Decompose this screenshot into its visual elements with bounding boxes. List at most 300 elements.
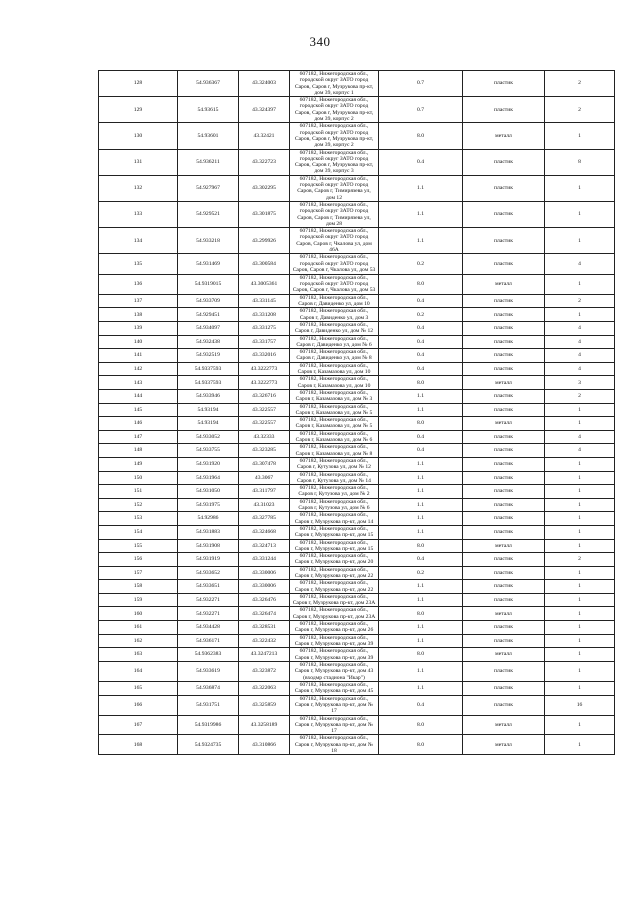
latitude-cell: 54.933218: [178, 228, 239, 254]
container-count-cell: 1: [545, 715, 615, 735]
longitude-cell: 43.331244: [239, 553, 290, 567]
address-cell: 607182, Нижегородская обл., Саров г, Музрукова пр-кт, дом 23А: [290, 607, 379, 621]
longitude-cell: 43.32333: [239, 430, 290, 444]
longitude-cell: 43.301875: [239, 201, 290, 227]
area-cell: 1.1: [379, 389, 463, 403]
material-cell: пластик: [463, 682, 545, 696]
latitude-cell: 54.931919: [178, 553, 239, 567]
container-count-cell: 1: [545, 512, 615, 526]
container-count-cell: 1: [545, 539, 615, 553]
address-cell: 607182, Нижегородская обл., Саров г, Музрукова пр-кт, дом № 18: [290, 735, 379, 755]
area-cell: 0.2: [379, 254, 463, 274]
address-cell: 607182, Нижегородская обл., городской округ ЗАТО город Саров, Саров г, Музрукова пр-кт, дом 39, корпус 2: [290, 123, 379, 149]
address-cell: 607182, Нижегородская обл., городской округ ЗАТО город Саров, Саров г, Музрукова пр-кт, дом 39, корпус 3: [290, 149, 379, 175]
address-cell: 607182, Нижегородская обл., Саров г, Кутузова ул, дом № 14: [290, 471, 379, 485]
material-cell: металл: [463, 539, 545, 553]
latitude-cell: 54.936367: [178, 71, 239, 97]
container-count-cell: 8: [545, 149, 615, 175]
latitude-cell: 54.933709: [178, 294, 239, 308]
container-count-cell: 1: [545, 123, 615, 149]
address-cell: 607182, Нижегородская обл., Саров г, Казамазова ул, дом № 5: [290, 417, 379, 431]
table-row: [99, 149, 615, 175]
table-row: [99, 471, 615, 485]
container-count-cell: 1: [545, 175, 615, 201]
row-number-cell: 147: [99, 430, 178, 444]
latitude-cell: 54.93601: [178, 123, 239, 149]
latitude-cell: 54.932271: [178, 607, 239, 621]
row-number-cell: 164: [99, 661, 178, 681]
latitude-cell: 54.933946: [178, 389, 239, 403]
area-cell: 0.4: [379, 430, 463, 444]
table-row: [99, 539, 615, 553]
area-cell: 0.7: [379, 71, 463, 97]
area-cell: 0.4: [379, 362, 463, 376]
material-cell: пластик: [463, 485, 545, 499]
area-cell: 1.1: [379, 682, 463, 696]
table-row: [99, 648, 615, 662]
latitude-cell: 54.927967: [178, 175, 239, 201]
material-cell: пластик: [463, 175, 545, 201]
container-count-cell: 1: [545, 498, 615, 512]
table-row: [99, 457, 615, 471]
container-count-cell: 1: [545, 471, 615, 485]
row-number-cell: 166: [99, 695, 178, 715]
table-row: [99, 349, 615, 363]
row-number-cell: 148: [99, 444, 178, 458]
table-row: [99, 593, 615, 607]
latitude-cell: 54.92986: [178, 512, 239, 526]
table-row: [99, 715, 615, 735]
material-cell: пластик: [463, 403, 545, 417]
table-row: [99, 512, 615, 526]
material-cell: пластик: [463, 71, 545, 97]
container-count-cell: 1: [545, 417, 615, 431]
row-number-cell: 135: [99, 254, 178, 274]
latitude-cell: 54.9319015: [178, 274, 239, 294]
material-cell: пластик: [463, 430, 545, 444]
area-cell: 1.1: [379, 457, 463, 471]
area-cell: 1.1: [379, 580, 463, 594]
area-cell: 0.4: [379, 553, 463, 567]
latitude-cell: 54.933651: [178, 580, 239, 594]
row-number-cell: 151: [99, 485, 178, 499]
latitude-cell: 54.9337593: [178, 362, 239, 376]
material-cell: пластик: [463, 695, 545, 715]
address-cell: 607182, Нижегородская обл., Саров г, Давиденко ул, дом 10: [290, 294, 379, 308]
container-count-cell: 1: [545, 634, 615, 648]
latitude-cell: 54.9362383: [178, 648, 239, 662]
material-cell: пластик: [463, 512, 545, 526]
row-number-cell: 142: [99, 362, 178, 376]
longitude-cell: 43.3222773: [239, 362, 290, 376]
table-row: [99, 322, 615, 336]
table-row: [99, 389, 615, 403]
longitude-cell: 43.311797: [239, 485, 290, 499]
container-count-cell: 1: [545, 308, 615, 322]
address-cell: 607182, Нижегородская обл., Саров г, Музрукова пр-кт, дом 22: [290, 566, 379, 580]
container-count-cell: 1: [545, 201, 615, 227]
area-cell: 0.4: [379, 444, 463, 458]
table-row: [99, 607, 615, 621]
material-cell: пластик: [463, 566, 545, 580]
row-number-cell: 163: [99, 648, 178, 662]
container-count-cell: 1: [545, 274, 615, 294]
table-row: [99, 123, 615, 149]
table-row: [99, 661, 615, 681]
table-row: [99, 274, 615, 294]
area-cell: 0.7: [379, 97, 463, 123]
address-cell: 607182, Нижегородская обл., Саров г, Музрукова пр-кт, дом № 17: [290, 715, 379, 735]
longitude-cell: 43.331208: [239, 308, 290, 322]
longitude-cell: 43.330006: [239, 580, 290, 594]
row-number-cell: 156: [99, 553, 178, 567]
address-cell: 607182, Нижегородская обл., городской округ ЗАТО город Саров, Саров г, Чкалова ул, дом 46А: [290, 228, 379, 254]
address-cell: 607182, Нижегородская обл., Саров г, Давиденко ул, дом № 8: [290, 349, 379, 363]
row-number-cell: 162: [99, 634, 178, 648]
table-row: [99, 403, 615, 417]
container-count-cell: 2: [545, 71, 615, 97]
row-number-cell: 137: [99, 294, 178, 308]
latitude-cell: 54.93194: [178, 417, 239, 431]
address-cell: 607182, Нижегородская обл., Саров г, Музрукова пр-кт, дом 15: [290, 525, 379, 539]
longitude-cell: 43.3067: [239, 471, 290, 485]
longitude-cell: 43.327785: [239, 512, 290, 526]
row-number-cell: 132: [99, 175, 178, 201]
material-cell: пластик: [463, 97, 545, 123]
row-number-cell: 139: [99, 322, 178, 336]
material-cell: металл: [463, 607, 545, 621]
row-number-cell: 158: [99, 580, 178, 594]
latitude-cell: 54.933755: [178, 444, 239, 458]
container-count-cell: 1: [545, 735, 615, 755]
container-count-cell: 16: [545, 695, 615, 715]
material-cell: пластик: [463, 661, 545, 681]
longitude-cell: 43.323285: [239, 444, 290, 458]
area-cell: 0.2: [379, 308, 463, 322]
area-cell: 8.0: [379, 648, 463, 662]
table-row: [99, 71, 615, 97]
container-count-cell: 1: [545, 648, 615, 662]
material-cell: пластик: [463, 254, 545, 274]
container-count-cell: 1: [545, 580, 615, 594]
row-number-cell: 161: [99, 621, 178, 635]
area-cell: 0.4: [379, 349, 463, 363]
row-number-cell: 167: [99, 715, 178, 735]
row-number-cell: 130: [99, 123, 178, 149]
table-row: [99, 525, 615, 539]
area-cell: 1.1: [379, 485, 463, 499]
address-cell: 607182, Нижегородская обл., Саров г, Музрукова пр-кт, дом 23А: [290, 593, 379, 607]
table-row: [99, 308, 615, 322]
table-row: [99, 254, 615, 274]
longitude-cell: 43.3258189: [239, 715, 290, 735]
longitude-cell: 43.324668: [239, 525, 290, 539]
longitude-cell: 43.331145: [239, 294, 290, 308]
row-number-cell: 145: [99, 403, 178, 417]
material-cell: пластик: [463, 621, 545, 635]
table-row: [99, 294, 615, 308]
latitude-cell: 54.933619: [178, 661, 239, 681]
longitude-cell: 43.3005361: [239, 274, 290, 294]
address-cell: 607182, Нижегородская обл., Саров г, Кутузова ул, дом № 6: [290, 498, 379, 512]
longitude-cell: 43.302295: [239, 175, 290, 201]
material-cell: пластик: [463, 308, 545, 322]
area-cell: 1.1: [379, 498, 463, 512]
longitude-cell: 43.3222773: [239, 376, 290, 390]
latitude-cell: 54.931469: [178, 254, 239, 274]
row-number-cell: 154: [99, 525, 178, 539]
address-cell: 607182, Нижегородская обл., Саров г, Музрукова пр-кт, дом № 17: [290, 695, 379, 715]
material-cell: пластик: [463, 294, 545, 308]
row-number-cell: 168: [99, 735, 178, 755]
material-cell: пластик: [463, 322, 545, 336]
row-number-cell: 133: [99, 201, 178, 227]
row-number-cell: 143: [99, 376, 178, 390]
row-number-cell: 136: [99, 274, 178, 294]
material-cell: металл: [463, 417, 545, 431]
area-cell: 1.1: [379, 512, 463, 526]
area-cell: 1.1: [379, 525, 463, 539]
table-row: [99, 498, 615, 512]
material-cell: пластик: [463, 471, 545, 485]
longitude-cell: 43.324397: [239, 97, 290, 123]
longitude-cell: 43.328531: [239, 621, 290, 635]
address-cell: 607182, Нижегородская обл., Саров г, Музрукова пр-кт, дом 39: [290, 634, 379, 648]
address-cell: 607182, Нижегородская обл., Саров г, Казамазова ул, дом № 3: [290, 389, 379, 403]
container-count-cell: 1: [545, 682, 615, 696]
row-number-cell: 153: [99, 512, 178, 526]
area-cell: 1.1: [379, 593, 463, 607]
latitude-cell: 54.932438: [178, 335, 239, 349]
latitude-cell: 54.9324735: [178, 735, 239, 755]
area-cell: 1.1: [379, 228, 463, 254]
area-cell: 1.1: [379, 201, 463, 227]
address-cell: 607182, Нижегородская обл., Саров г, Казамазова ул, дом 10: [290, 362, 379, 376]
material-cell: металл: [463, 735, 545, 755]
latitude-cell: 54.933652: [178, 566, 239, 580]
material-cell: пластик: [463, 553, 545, 567]
area-cell: 8.0: [379, 539, 463, 553]
area-cell: 1.1: [379, 471, 463, 485]
area-cell: 8.0: [379, 417, 463, 431]
address-cell: 607182, Нижегородская обл., Саров г, Музрукова пр-кт, дом 39: [290, 648, 379, 662]
container-count-cell: 1: [545, 566, 615, 580]
area-cell: 0.2: [379, 566, 463, 580]
longitude-cell: 43.310866: [239, 735, 290, 755]
area-cell: 1.1: [379, 661, 463, 681]
material-cell: металл: [463, 648, 545, 662]
longitude-cell: 43.300584: [239, 254, 290, 274]
container-count-cell: 2: [545, 294, 615, 308]
longitude-cell: 43.324003: [239, 71, 290, 97]
material-cell: пластик: [463, 228, 545, 254]
longitude-cell: 43.326474: [239, 607, 290, 621]
area-cell: 8.0: [379, 274, 463, 294]
material-cell: пластик: [463, 201, 545, 227]
longitude-cell: 43.332016: [239, 349, 290, 363]
container-count-cell: 4: [545, 349, 615, 363]
address-cell: 607182, Нижегородская обл., Саров г, Музрукова пр-кт, дом 14: [290, 512, 379, 526]
row-number-cell: 141: [99, 349, 178, 363]
latitude-cell: 54.936171: [178, 634, 239, 648]
table-row: [99, 580, 615, 594]
area-cell: 8.0: [379, 607, 463, 621]
table-row: [99, 735, 615, 755]
longitude-cell: 43.324713: [239, 539, 290, 553]
container-count-cell: 2: [545, 389, 615, 403]
container-count-cell: 3: [545, 376, 615, 390]
address-cell: 607182, Нижегородская обл., Саров г, Давиденко ул, дом 3: [290, 308, 379, 322]
longitude-cell: 43.326716: [239, 389, 290, 403]
container-count-cell: 4: [545, 254, 615, 274]
material-cell: металл: [463, 274, 545, 294]
row-number-cell: 149: [99, 457, 178, 471]
material-cell: металл: [463, 123, 545, 149]
longitude-cell: 43.326476: [239, 593, 290, 607]
latitude-cell: 54.9319986: [178, 715, 239, 735]
material-cell: пластик: [463, 498, 545, 512]
area-cell: 0.4: [379, 322, 463, 336]
latitude-cell: 54.933052: [178, 430, 239, 444]
longitude-cell: 43.322723: [239, 149, 290, 175]
area-cell: 8.0: [379, 376, 463, 390]
material-cell: пластик: [463, 634, 545, 648]
material-cell: металл: [463, 715, 545, 735]
latitude-cell: 54.931964: [178, 471, 239, 485]
row-number-cell: 138: [99, 308, 178, 322]
container-count-cell: 1: [545, 525, 615, 539]
longitude-cell: 43.31023: [239, 498, 290, 512]
address-cell: 607182, Нижегородская обл., Саров г, Музрукова пр-кт, дом 45: [290, 682, 379, 696]
row-number-cell: 159: [99, 593, 178, 607]
table-body: [99, 71, 615, 755]
row-number-cell: 140: [99, 335, 178, 349]
area-cell: 8.0: [379, 735, 463, 755]
table-row: [99, 97, 615, 123]
latitude-cell: 54.929521: [178, 201, 239, 227]
latitude-cell: 54.931920: [178, 457, 239, 471]
row-number-cell: 134: [99, 228, 178, 254]
longitude-cell: 43.330006: [239, 566, 290, 580]
address-cell: 607182, Нижегородская обл., городской округ ЗАТО город Саров, Саров г, Музрукова пр-кт, дом 39, корпус 2: [290, 97, 379, 123]
container-count-cell: 1: [545, 621, 615, 635]
material-cell: пластик: [463, 580, 545, 594]
longitude-cell: 43.325859: [239, 695, 290, 715]
table-row: [99, 335, 615, 349]
container-count-cell: 2: [545, 553, 615, 567]
container-count-cell: 4: [545, 335, 615, 349]
row-number-cell: 144: [99, 389, 178, 403]
table-row: [99, 553, 615, 567]
longitude-cell: 43.322432: [239, 634, 290, 648]
material-cell: пластик: [463, 444, 545, 458]
latitude-cell: 54.931883: [178, 525, 239, 539]
latitude-cell: 54.936874: [178, 682, 239, 696]
table-row: [99, 634, 615, 648]
container-count-cell: 1: [545, 228, 615, 254]
row-number-cell: 160: [99, 607, 178, 621]
longitude-cell: 43.307478: [239, 457, 290, 471]
latitude-cell: 54.93615: [178, 97, 239, 123]
material-cell: пластик: [463, 389, 545, 403]
longitude-cell: 43.323872: [239, 661, 290, 681]
material-cell: пластик: [463, 349, 545, 363]
area-cell: 0.4: [379, 335, 463, 349]
longitude-cell: 43.322557: [239, 417, 290, 431]
address-cell: 607182, Нижегородская обл., Саров г, Казамазова ул, дом № 8: [290, 444, 379, 458]
latitude-cell: 54.934428: [178, 621, 239, 635]
latitude-cell: 54.931751: [178, 695, 239, 715]
address-cell: 607182, Нижегородская обл., Саров г, Кутузова ул, дом № 12: [290, 457, 379, 471]
table-row: [99, 362, 615, 376]
longitude-cell: 43.331757: [239, 335, 290, 349]
table-row: [99, 376, 615, 390]
container-count-cell: 1: [545, 661, 615, 681]
address-cell: 607182, Нижегородская обл., Саров г, Казамазова ул, дом № 5: [290, 403, 379, 417]
material-cell: пластик: [463, 149, 545, 175]
area-cell: 0.4: [379, 294, 463, 308]
address-cell: 607182, Нижегородская обл., Саров г, Давиденко ул, дом № 12: [290, 322, 379, 336]
material-cell: пластик: [463, 525, 545, 539]
latitude-cell: 54.932271: [178, 593, 239, 607]
address-cell: 607182, Нижегородская обл., Саров г, Давиденко ул, дом № 6: [290, 335, 379, 349]
address-cell: 607182, Нижегородская обл., городской округ ЗАТО город Саров, Саров г, Тимирязева ул, дом 12: [290, 175, 379, 201]
table-row: [99, 621, 615, 635]
latitude-cell: 54.929451: [178, 308, 239, 322]
address-cell: 607182, Нижегородская обл., Саров г, Казамазова ул, дом 10: [290, 376, 379, 390]
container-count-cell: 1: [545, 607, 615, 621]
area-cell: 1.1: [379, 634, 463, 648]
area-cell: 0.4: [379, 695, 463, 715]
longitude-cell: 43.322557: [239, 403, 290, 417]
latitude-cell: 54.936211: [178, 149, 239, 175]
address-cell: 607182, Нижегородская обл., городской округ ЗАТО город Саров, Саров г, Чкалова ул, дом 53: [290, 274, 379, 294]
table-row: [99, 566, 615, 580]
longitude-cell: 43.32421: [239, 123, 290, 149]
row-number-cell: 129: [99, 97, 178, 123]
address-cell: 607182, Нижегородская обл., Саров г, Кутузова ул, дом № 2: [290, 485, 379, 499]
longitude-cell: 43.331275: [239, 322, 290, 336]
row-number-cell: 131: [99, 149, 178, 175]
latitude-cell: 54.931975: [178, 498, 239, 512]
table-row: [99, 485, 615, 499]
area-cell: 1.1: [379, 621, 463, 635]
address-cell: 607182, Нижегородская обл., Саров г, Музрукова пр-кт, дом 15: [290, 539, 379, 553]
address-cell: 607182, Нижегородская обл., городской округ ЗАТО город Саров, Саров г, Тимирязева ул, дом 28: [290, 201, 379, 227]
table-row: [99, 430, 615, 444]
material-cell: пластик: [463, 335, 545, 349]
area-cell: 8.0: [379, 123, 463, 149]
table-row: [99, 228, 615, 254]
area-cell: 8.0: [379, 715, 463, 735]
row-number-cell: 155: [99, 539, 178, 553]
address-cell: 607182, Нижегородская обл., Саров г, Музрукова пр-кт, дом 26: [290, 621, 379, 635]
latitude-cell: 54.93194: [178, 403, 239, 417]
longitude-cell: 43.3247213: [239, 648, 290, 662]
area-cell: 1.1: [379, 175, 463, 201]
container-sites-table: [98, 70, 615, 755]
container-count-cell: 1: [545, 593, 615, 607]
area-cell: 1.1: [379, 403, 463, 417]
address-cell: 607182, Нижегородская обл., городской округ ЗАТО город Саров, Саров г, Чкалова ул, дом 53: [290, 254, 379, 274]
table-row: [99, 417, 615, 431]
longitude-cell: 43.322063: [239, 682, 290, 696]
address-cell: 607182, Нижегородская обл., Саров г, Музрукова пр-кт, дом 43 (входмр стадиона "Икар"): [290, 661, 379, 681]
address-cell: 607182, Нижегородская обл., Саров г, Казамазова ул, дом № 6: [290, 430, 379, 444]
page-number: 340: [309, 34, 331, 49]
longitude-cell: 43.299926: [239, 228, 290, 254]
latitude-cell: 54.932519: [178, 349, 239, 363]
